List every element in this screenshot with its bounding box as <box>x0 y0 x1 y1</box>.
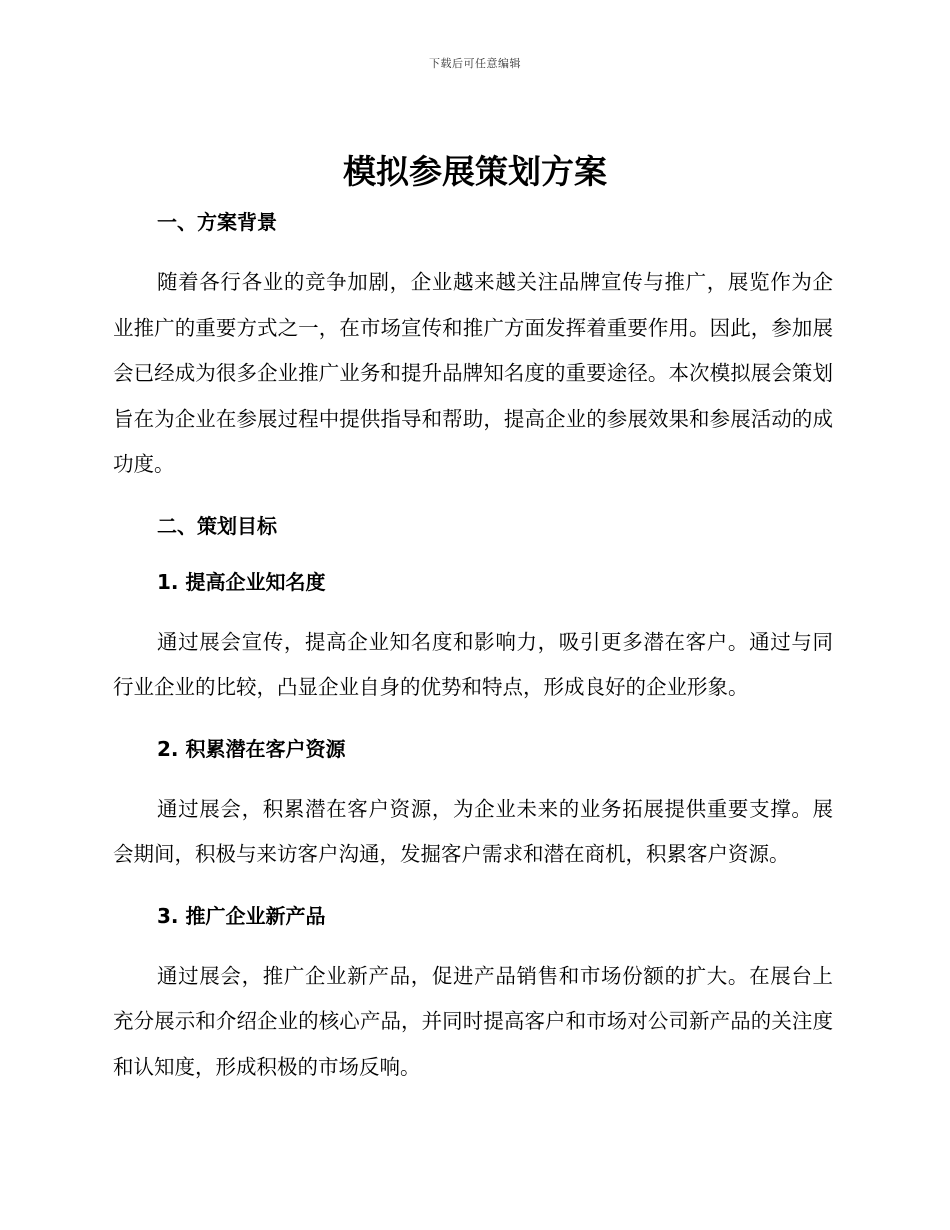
goal-heading-3: 3. 推广企业新产品 <box>157 903 326 928</box>
document-body <box>113 204 833 1090</box>
goal-paragraph-1: 通过展会宣传，提高企业知名度和影响力，吸引更多潜在客户。通过与同行业企业的比较，凸显企业自身的优势和特点，形成良好的企业形象。 <box>113 629 833 699</box>
goal-paragraph-2: 通过展会，积累潜在客户资源，为企业未来的业务拓展提供重要支撑。展会期间，积极与来访客户沟通，发掘客户需求和潜在商机，积累客户资源。 <box>113 796 833 866</box>
header-note: 下载后可任意编辑 <box>429 57 521 70</box>
goal-heading-2: 2. 积累潜在客户资源 <box>157 736 346 761</box>
paragraph-background: 随着各行各业的竞争加剧，企业越来越关注品牌宣传与推广，展览作为企业推广的重要方式之一，在市场宣传和推广方面发挥着重要作用。因此，参加展会已经成为很多企业推广业务和提升品牌知名度的重要途径。本次模拟展会策划旨在为企业在参展过程中提供指导和帮助，提高企业的参展效果和参展活动的成功度。 <box>113 270 833 476</box>
section-heading-background: 一、方案背景 <box>157 210 277 234</box>
goal-heading-1: 1. 提高企业知名度 <box>157 569 326 594</box>
goal-paragraph-3: 通过展会，推广企业新产品，促进产品销售和市场份额的扩大。在展台上充分展示和介绍企业的核心产品，并同时提高客户和市场对公司新产品的关注度和认知度，形成积极的市场反响。 <box>113 963 833 1079</box>
section-heading-goals: 二、策划目标 <box>157 513 277 538</box>
document-title: 模拟参展策划方案 <box>343 152 607 191</box>
